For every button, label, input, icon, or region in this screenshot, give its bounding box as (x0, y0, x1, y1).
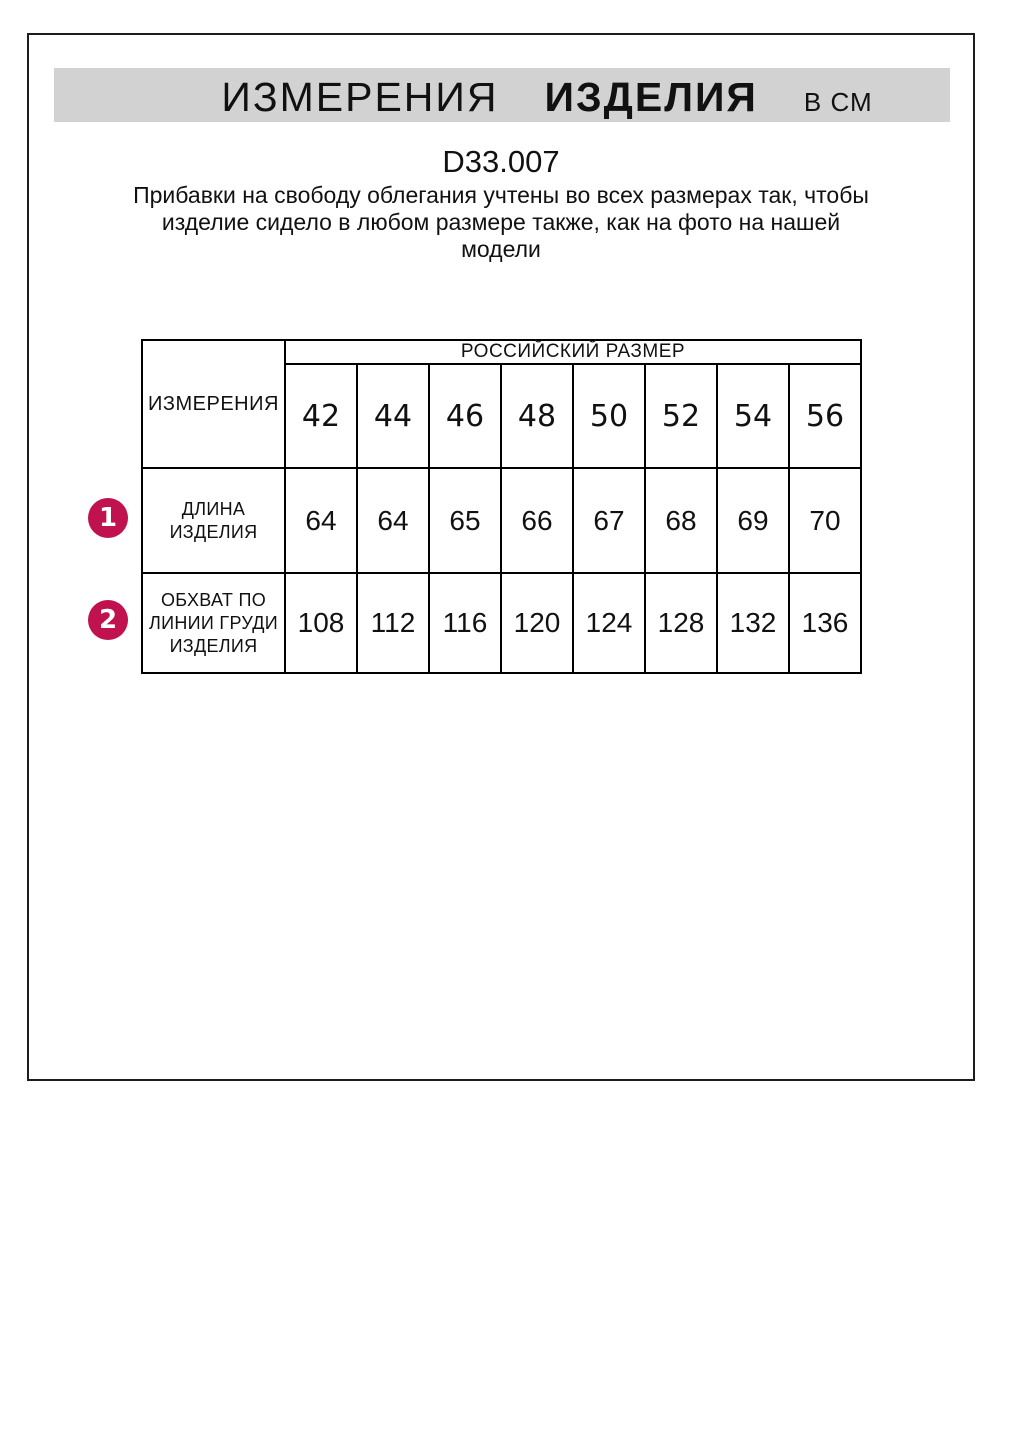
table-row-length (142, 468, 861, 573)
fit-note-line: Прибавки на свободу облегания учтены во всех размерах так, чтобы (133, 182, 869, 208)
size-column-header: 44 (357, 364, 429, 468)
size-column-header: 48 (501, 364, 573, 468)
table-cell: 120 (501, 573, 573, 673)
table-cell: 112 (357, 573, 429, 673)
page-title-bar (54, 68, 950, 122)
model-code: D33.007 (442, 144, 560, 179)
table-cell: 136 (789, 573, 861, 673)
size-column-header: 52 (645, 364, 717, 468)
page-title-product: ИЗДЕЛИЯ (544, 74, 758, 120)
size-column-header: 42 (285, 364, 357, 468)
row-label-chest: ОБХВАТ ПО ЛИНИИ ГРУДИ ИЗДЕЛИЯ (142, 573, 285, 673)
page-title-unit: В СМ (803, 87, 873, 117)
table-cell: 67 (573, 468, 645, 573)
size-column-header: 56 (789, 364, 861, 468)
size-column-header: 50 (573, 364, 645, 468)
table-cell: 64 (285, 468, 357, 573)
fit-note-line: модели (461, 236, 541, 262)
size-column-header: 54 (717, 364, 789, 468)
table-cell: 69 (717, 468, 789, 573)
fit-note (27, 182, 975, 263)
table-row-chest (142, 573, 861, 673)
table-cell: 64 (357, 468, 429, 573)
table-cell: 108 (285, 573, 357, 673)
size-table (141, 339, 862, 674)
row-label-length: ДЛИНА ИЗДЕЛИЯ (142, 468, 285, 573)
row-number-badge-1: 1 (88, 498, 128, 538)
size-column-header: 46 (429, 364, 501, 468)
table-cell: 128 (645, 573, 717, 673)
table-cell: 70 (789, 468, 861, 573)
table-group-header: РОССИЙСКИЙ РАЗМЕР (285, 340, 861, 364)
table-cell: 68 (645, 468, 717, 573)
table-cell: 116 (429, 573, 501, 673)
table-cell: 132 (717, 573, 789, 673)
table-cell: 124 (573, 573, 645, 673)
table-cell: 66 (501, 468, 573, 573)
row-number-badge-2: 2 (88, 600, 128, 640)
table-cell: 65 (429, 468, 501, 573)
table-corner-header: ИЗМЕРЕНИЯ (142, 340, 285, 468)
fit-note-line: изделие сидело в любом размере также, как на фото на нашей (161, 209, 841, 235)
page-title-measurements: ИЗМЕРЕНИЯ (221, 74, 499, 120)
table-row-group-header (142, 340, 861, 364)
